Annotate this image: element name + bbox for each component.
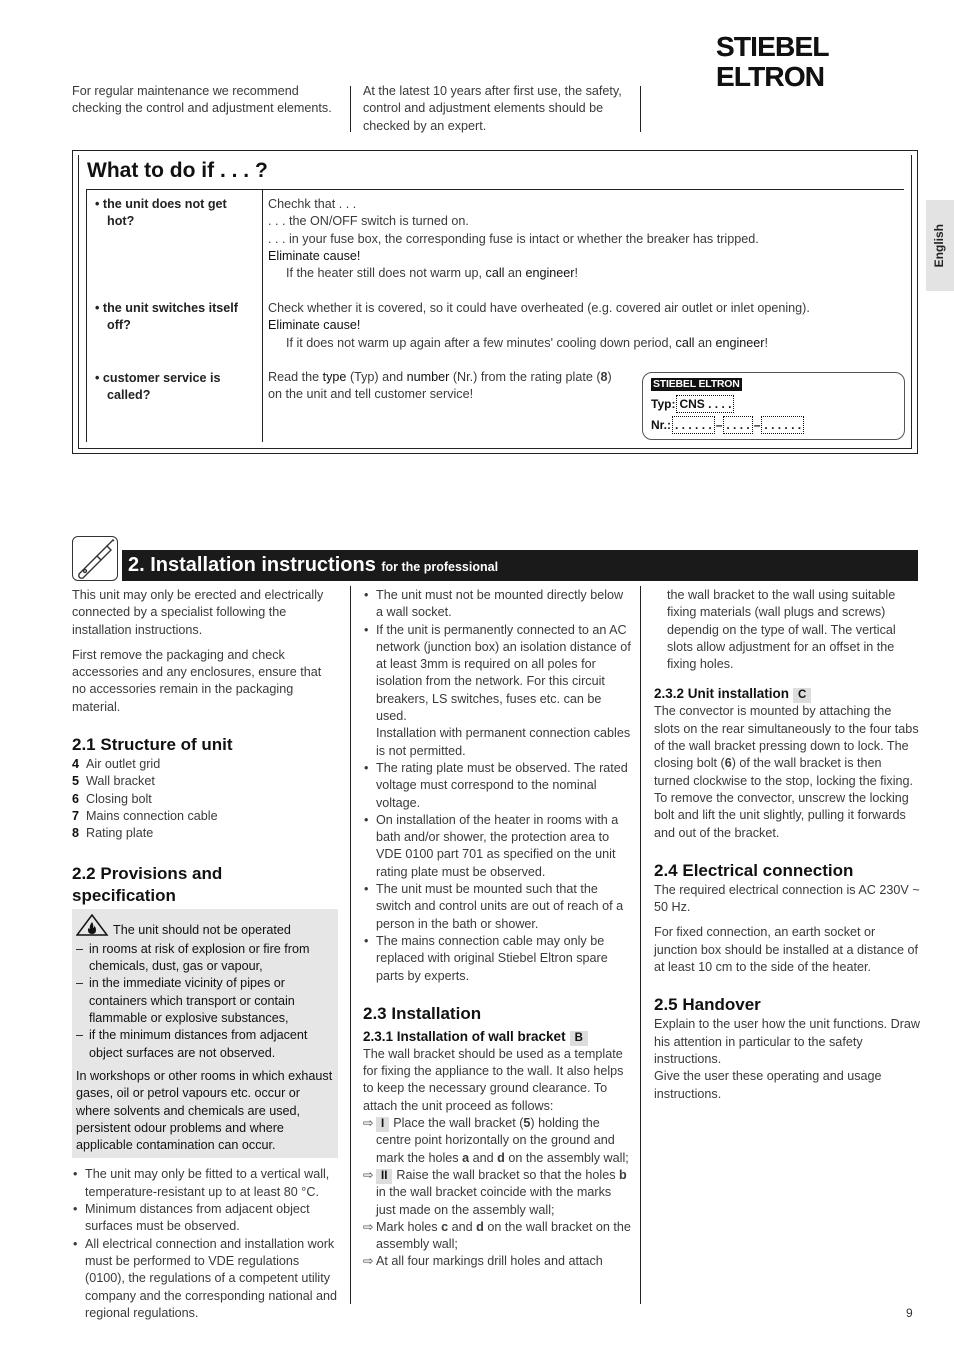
t-hole: c <box>441 1219 449 1234</box>
warning-box <box>72 909 338 1159</box>
warning-para: In workshops or other rooms in which exhaust gases, oil or petrol vapours etc. occur or where solvents and chemicals are used, persistent odour problems and where applicable contamination can occur. <box>76 1068 333 1153</box>
question-not-hot: • the unit does not get hot? <box>95 197 227 229</box>
troubleshoot-title: What to do if . . . ? <box>87 159 268 182</box>
t-hole: b <box>619 1167 627 1182</box>
action-text: If it does not warm up again after a few minutes' cooling down period, <box>286 335 673 350</box>
warning-item: – in the immediate vicinity of pipes or containers which transport or contain flammable or explosive substances, <box>76 975 334 1027</box>
part-num: 4 <box>72 757 80 772</box>
mounting-item: • The unit must not be mounted directly below a wall socket. <box>363 587 631 622</box>
typ-value: CNS . . . . <box>676 395 734 413</box>
t: on the wall bracket on the assembly wall; <box>376 1219 631 1252</box>
heading-unit-install <box>654 685 920 703</box>
t: and <box>472 1150 494 1165</box>
t-ref: 8 <box>600 370 608 384</box>
heading-provisions: 2.2 Provisions and specification <box>72 863 223 905</box>
part-item <box>72 773 338 790</box>
arrow-icon: ⇨ <box>363 1254 374 1269</box>
provisions-list <box>72 1166 338 1322</box>
typ-label: Typ: <box>651 397 676 411</box>
question-text: the unit switches itself off? <box>102 301 238 333</box>
unit-para <box>654 703 920 841</box>
screwdriver-icon <box>72 536 118 581</box>
maintenance-right: At the latest 10 years after first use, the safety, control and adjustment elements should be checked by an expert. <box>363 84 622 133</box>
nr-1: . . . . . . <box>672 416 715 434</box>
t-type: type <box>322 370 347 384</box>
mounting-item: • The rating plate must be observed. The rated voltage must correspond to the nominal voltage. <box>363 760 631 812</box>
action-engineer: engineer <box>525 266 575 281</box>
t: Read the <box>268 370 320 384</box>
eliminate-cause: Eliminate cause! <box>268 248 361 263</box>
section-title-text: 2. Installation instructions <box>128 554 376 576</box>
answer-action <box>268 265 898 282</box>
provision-item: • The unit may only be fitted to a vertical wall, temperature-resistant up to at least 80 °C. <box>72 1166 338 1201</box>
part-label: Closing bolt <box>86 791 152 806</box>
heading-wall-bracket <box>363 1028 631 1046</box>
wall-para: The wall bracket should be used as a template for fixing the appliance to the wall. It also helps to keep the necessary ground clearance. To attach the unit proceed as follows: <box>363 1046 624 1113</box>
part-num: 8 <box>72 826 80 841</box>
heading-structure: 2.1 Structure of unit <box>72 735 233 755</box>
heading-handover: 2.5 Handover <box>654 995 761 1015</box>
brand-logo <box>716 31 922 92</box>
part-label: Air outlet grid <box>86 757 161 772</box>
language-tab-label-wrap <box>926 200 954 291</box>
action-end: ! <box>764 335 768 350</box>
question-switches-off: • the unit switches itself off? <box>95 301 238 333</box>
answer-line: Chechk that . . . <box>268 197 357 211</box>
warning-intro <box>76 914 334 941</box>
mounting-item-text: If the unit is permanently connected to an AC network (junction box) an isolation distance of at least 3mm is required on all poles for isolation from the network. For this circuit breakers, LS switches, fuses etc. can be used. <box>376 622 631 724</box>
t: in the wall bracket coincide with the marks just made on the assembly wall; <box>376 1185 612 1217</box>
nr-sep: – <box>753 418 761 432</box>
wall-para-cont: the wall bracket to the wall using suitable fixing materials (wall plugs and screws) dependig on the type of wall. The vertical slots allow adjustment for an offset in the fixing holes. <box>667 588 896 672</box>
divider <box>350 586 351 1304</box>
t: Mark holes <box>376 1219 438 1234</box>
mounting-item: • The unit must be mounted such that the switch and control units are out of reach of a person in the bath or shower. <box>363 881 631 933</box>
column-3 <box>654 587 920 1103</box>
answer-line: . . . in your fuse box, the corresponding fuse is intact or whether the breaker has tripped. <box>268 231 759 246</box>
section-header <box>122 550 918 581</box>
action-text: If the heater still does not warm up, <box>286 266 483 281</box>
t-number: number <box>406 370 450 384</box>
answer-not-hot <box>268 196 898 282</box>
t: ) holding the centre point horizontally on the ground and mark the holes <box>376 1116 615 1165</box>
t-hole: d <box>497 1150 505 1165</box>
question-customer-service: • customer service is called? <box>95 371 221 403</box>
action-engineer: engineer <box>715 335 765 350</box>
divider <box>640 86 641 132</box>
divider <box>350 86 351 132</box>
t: Place the wall bracket ( <box>393 1116 524 1131</box>
action-an: an <box>697 335 712 350</box>
figure-tag-c: C <box>793 688 811 703</box>
language-tab-label: English <box>932 223 947 268</box>
nr-sep: – <box>715 418 723 432</box>
mounting-item <box>363 622 631 760</box>
answer-action <box>268 335 898 352</box>
eliminate-cause: Eliminate cause! <box>268 318 361 333</box>
answer-line: Check whether it is covered, so it could have overheated (e.g. covered air outlet or inlet opening). <box>268 301 810 315</box>
section-title <box>128 552 498 580</box>
answer-line: . . . the ON/OFF switch is turned on. <box>268 214 469 229</box>
divider <box>640 586 641 1304</box>
warning-item: – if the minimum distances from adjacent object surfaces are not observed. <box>76 1027 334 1062</box>
handover-para-2: Give the user these operating and usage instructions. <box>654 1069 882 1101</box>
action-call: call <box>485 266 505 281</box>
question-text: customer service is called? <box>102 371 221 403</box>
step-tag: I <box>376 1117 389 1132</box>
t: ) of the wall bracket is then turned clockwise to the stop, locking the fixing. To remove the convector, unscrew the locking bolt and lift the unit slightly, pulling it forwards and out of the bracket. <box>654 756 914 840</box>
elec-para-2: For fixed connection, an earth socket or junction box should be installed at a distance of at least 10 cm to the side of the heater. <box>654 925 918 975</box>
step-1 <box>363 1115 631 1167</box>
action-an: an <box>507 266 522 281</box>
handover-para-1: Explain to the user how the unit functions. Draw his attention in particular to the safety instructions. <box>654 1017 921 1066</box>
rating-plate-typ <box>651 395 735 413</box>
part-item <box>72 756 338 773</box>
question-text: the unit does not get hot? <box>102 197 227 229</box>
fire-warning-icon <box>76 914 109 941</box>
warning-intro-text: The unit should not be operated <box>113 922 291 937</box>
t: At all four markings drill holes and attach <box>376 1254 603 1269</box>
heading-electrical: 2.4 Electrical connection <box>654 860 854 880</box>
arrow-icon: ⇨ <box>363 1116 374 1131</box>
t-ref: 6 <box>724 756 732 771</box>
heading-unit-install-text: 2.3.2 Unit installation <box>654 686 790 702</box>
mounting-item: • On installation of the heater in rooms with a bath and/or shower, the protection area to VDE 0100 part 701 as specified on the unit rating plate must be observed. <box>363 812 631 881</box>
section-subtitle: for the professional <box>381 560 499 574</box>
elec-para-1: The required electrical connection is AC 230V ~ 50 Hz. <box>654 882 920 915</box>
mounting-item: • The mains connection cable may only be replaced with original Stiebel Eltron spare parts by experts. <box>363 933 631 985</box>
heading-installation: 2.3 Installation <box>363 1003 482 1023</box>
intro-p2: First remove the packaging and check accessories and any enclosures, ensure that no accessories remain in the packaging material. <box>72 647 322 714</box>
t: Raise the wall bracket so that the holes <box>396 1167 616 1182</box>
warning-item: – in rooms at risk of explosion or fire from chemicals, dust, gas or vapour, <box>76 941 334 976</box>
parts-list <box>72 756 338 842</box>
rating-plate-nr <box>651 416 805 434</box>
part-item <box>72 808 338 825</box>
heading-wall-bracket-text: 2.3.1 Installation of wall bracket <box>363 1028 566 1044</box>
action-end: ! <box>574 266 578 281</box>
part-num: 7 <box>72 808 80 823</box>
rating-plate-logo: STIEBEL ELTRON <box>653 378 740 390</box>
part-item <box>72 791 338 808</box>
t: ) <box>607 370 612 384</box>
figure-tag-b: B <box>570 1031 588 1046</box>
answer-customer-service <box>268 369 638 404</box>
mounting-list <box>363 587 631 985</box>
provision-item: • All electrical connection and installation work must be performed to VDE regulations (0100), the regulations of a competent utility company and the corresponding national and regional regulations. <box>72 1236 338 1322</box>
provision-item: • Minimum distances from adjacent object surfaces must be observed. <box>72 1201 338 1236</box>
t: The convector is mounted by attaching the slots on the rear simultaneously to the four tabs of the wall bracket pressing down to lock. The closing bolt ( <box>654 704 919 771</box>
t-ref: 5 <box>523 1116 531 1131</box>
column-2 <box>363 587 631 1271</box>
step-tag: II <box>376 1169 392 1184</box>
t: on the assembly wall; <box>508 1150 629 1165</box>
t: and <box>451 1219 473 1234</box>
step-4 <box>363 1253 631 1270</box>
nr-2: . . . . <box>723 416 752 434</box>
part-item <box>72 825 338 842</box>
step-2 <box>363 1167 631 1219</box>
arrow-icon: ⇨ <box>363 1167 374 1182</box>
part-num: 6 <box>72 791 80 806</box>
part-num: 5 <box>72 774 80 789</box>
intro-p1: This unit may only be erected and electrically connected by a specialist following the installation instructions. <box>72 588 324 637</box>
page-number: 9 <box>906 1306 913 1320</box>
step-3 <box>363 1219 631 1254</box>
divider <box>86 190 87 442</box>
warning-list <box>76 941 334 1062</box>
brand-logo-text: STIEBEL ELTRON <box>716 31 829 92</box>
nr-3: . . . . . . <box>761 416 804 434</box>
t-hole: d <box>476 1219 484 1234</box>
troubleshoot-rule <box>86 189 904 190</box>
answer-switches-off <box>268 300 898 352</box>
t-hole: a <box>462 1150 470 1165</box>
answer-line: on the unit and tell customer service! <box>268 387 474 402</box>
arrow-icon: ⇨ <box>363 1219 374 1234</box>
part-label: Rating plate <box>86 826 154 841</box>
column-1 <box>72 587 338 1322</box>
answer-line <box>268 369 638 386</box>
question-divider <box>262 190 263 442</box>
maintenance-left: For regular maintenance we recommend checking the control and adjustment elements. <box>72 84 332 116</box>
part-label: Wall bracket <box>86 774 155 789</box>
t: (Typ) and <box>349 370 404 384</box>
mounting-item-extra: Installation with permanent connection cables is not permitted. <box>376 726 631 758</box>
part-label: Mains connection cable <box>86 808 218 823</box>
action-call: call <box>675 335 695 350</box>
t: (Nr.) from the rating plate ( <box>452 370 601 384</box>
nr-label: Nr.: <box>651 418 672 432</box>
